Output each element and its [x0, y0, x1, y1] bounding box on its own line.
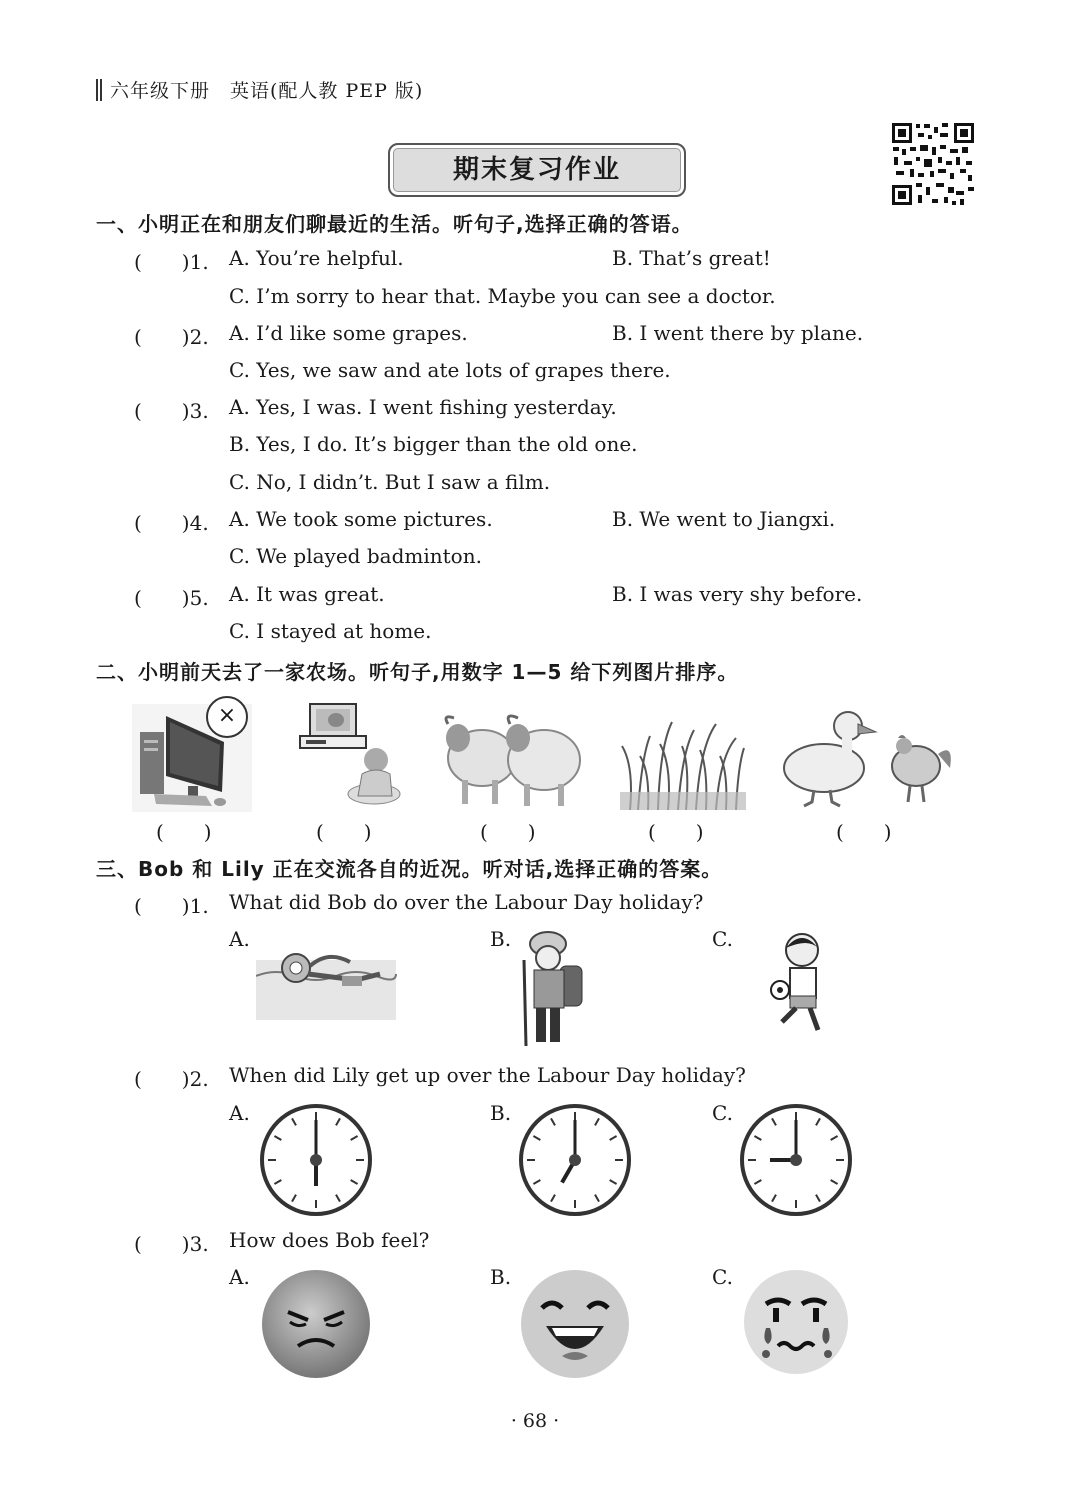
- s3-q3-label-a: A.: [229, 1265, 250, 1289]
- q2-option-a: A. I’d like some grapes.: [229, 321, 468, 345]
- section-3-heading: 三、Bob 和 Lily 正在交流各自的近况。听对话,选择正确的答案。: [96, 857, 723, 881]
- s3-q1-text: What did Bob do over the Labour Day holiday?: [229, 890, 704, 914]
- page-title: 期末复习作业: [388, 143, 686, 197]
- qr-code-icon: [890, 121, 976, 207]
- sheep-picture: [438, 710, 588, 810]
- s3-q2-label-b: B.: [490, 1101, 512, 1125]
- s3-q1-label-c: C.: [712, 927, 733, 951]
- s3-q3-number: ( )3.: [134, 1232, 209, 1256]
- q2-option-b: B. I went there by plane.: [612, 321, 864, 345]
- s3-q3-text: How does Bob feel?: [229, 1228, 430, 1252]
- cross-circle-icon: ×: [206, 696, 248, 738]
- q1-option-a: A. You’re helpful.: [229, 246, 404, 270]
- clock-center: [310, 1154, 322, 1166]
- q3-option-b: B. Yes, I do. It’s bigger than the old one.: [229, 432, 638, 456]
- grass-picture: [620, 716, 746, 810]
- section-2-heading: 二、小明前天去了一家农场。听句子,用数字 1—5 给下列图片排序。: [96, 660, 739, 684]
- q2-number: ( )2.: [134, 325, 209, 349]
- clock-center: [790, 1154, 802, 1166]
- angry-face-icon: [260, 1268, 372, 1380]
- hiking-picture: [514, 930, 590, 1050]
- s3-q2-text: When did Lily get up over the Labour Day holiday?: [229, 1063, 746, 1087]
- q1-number: ( )1.: [134, 250, 209, 274]
- duck-and-hen-picture: [778, 702, 958, 810]
- page-number: · 68 ·: [510, 1410, 560, 1432]
- clock-center: [569, 1154, 581, 1166]
- s3-q2-label-c: C.: [712, 1101, 733, 1125]
- q5-option-b: B. I was very shy before.: [612, 582, 863, 606]
- q3-option-a: A. Yes, I was. I went fishing yesterday.: [229, 395, 617, 419]
- s3-q1-label-b: B.: [490, 927, 512, 951]
- q4-option-b: B. We went to Jiangxi.: [612, 507, 836, 531]
- q5-option-a: A. It was great.: [229, 582, 385, 606]
- q4-option-a: A. We took some pictures.: [229, 507, 493, 531]
- s3-q2-number: ( )2.: [134, 1067, 209, 1091]
- order-blank-5[interactable]: ( ): [836, 820, 892, 844]
- q1-option-b: B. That’s great!: [612, 246, 771, 270]
- football-picture: [768, 930, 840, 1042]
- s3-q3-label-b: B.: [490, 1265, 512, 1289]
- q5-option-c: C. I stayed at home.: [229, 619, 432, 643]
- q3-number: ( )3.: [134, 399, 209, 423]
- q4-option-c: C. We played badminton.: [229, 544, 482, 568]
- q3-option-c: C. No, I didn’t. But I saw a film.: [229, 470, 551, 494]
- q4-number: ( )4.: [134, 511, 209, 535]
- boy-watching-tv-picture: [296, 700, 408, 810]
- s3-q1-label-a: A.: [229, 927, 250, 951]
- s3-q1-number: ( )1.: [134, 894, 209, 918]
- clock-b-icon: [517, 1102, 633, 1218]
- header-text: 六年级下册 英语(配人教 PEP 版): [110, 80, 424, 102]
- s3-q3-label-c: C.: [712, 1265, 733, 1289]
- s3-q2-label-a: A.: [229, 1101, 250, 1125]
- order-blank-2[interactable]: ( ): [316, 820, 372, 844]
- clock-c-icon: [738, 1102, 854, 1218]
- swimming-picture: [256, 940, 398, 1022]
- order-blank-3[interactable]: ( ): [480, 820, 536, 844]
- q2-option-c: C. Yes, we saw and ate lots of grapes there.: [229, 358, 671, 382]
- section-1-heading: 一、小明正在和朋友们聊最近的生活。听句子,选择正确的答语。: [96, 212, 693, 236]
- order-blank-4[interactable]: ( ): [648, 820, 704, 844]
- clock-a-icon: [258, 1102, 374, 1218]
- book-header: [96, 76, 423, 103]
- q5-number: ( )5.: [134, 586, 209, 610]
- happy-face-icon: [518, 1268, 632, 1380]
- order-blank-1[interactable]: ( ): [156, 820, 212, 844]
- header-bar: [96, 79, 102, 101]
- q1-option-c: C. I’m sorry to hear that. Maybe you can see a doctor.: [229, 284, 776, 308]
- crying-face-icon: [742, 1268, 850, 1376]
